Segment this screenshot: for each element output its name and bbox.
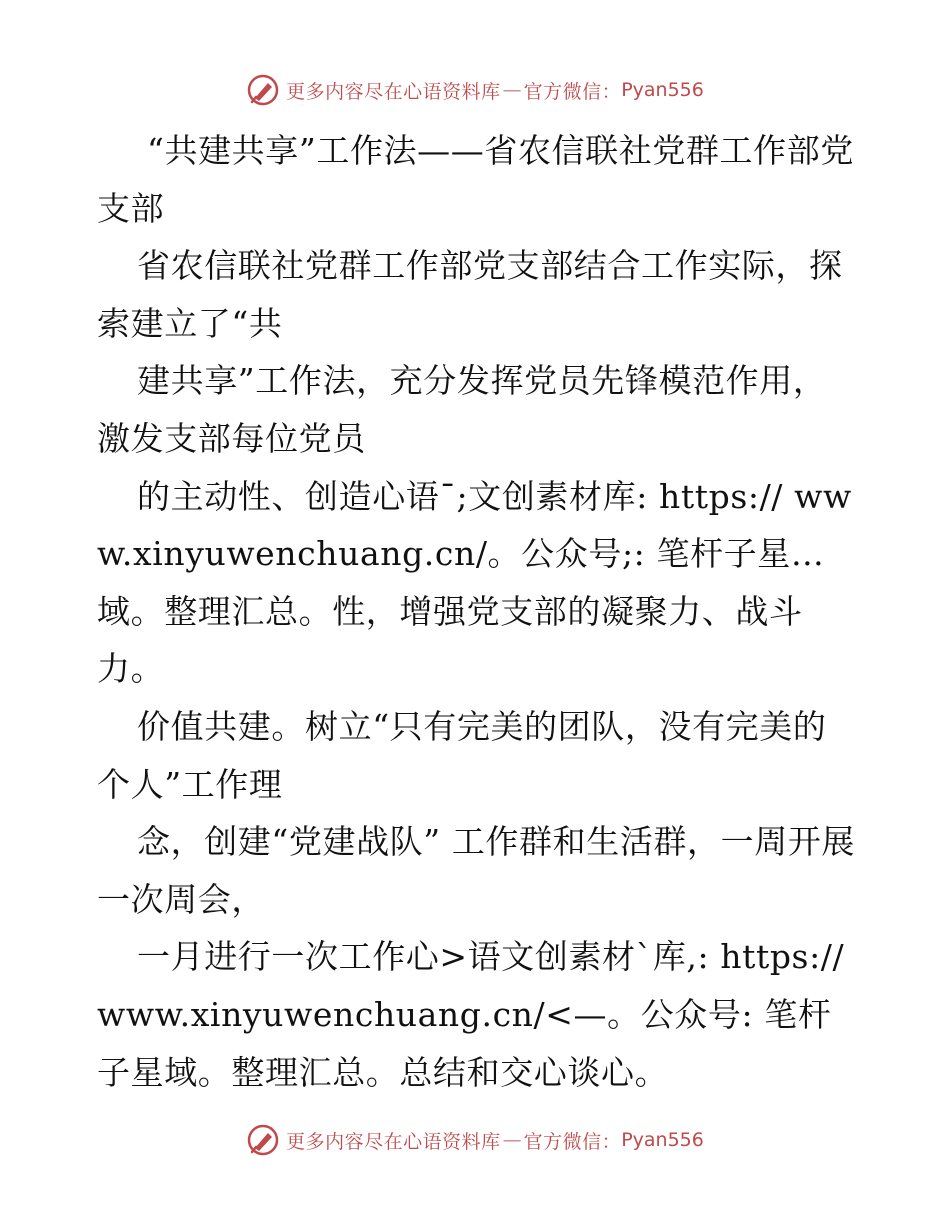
header-watermark bbox=[0, 70, 950, 110]
watermark-text: 更多内容尽在心语资料库 bbox=[286, 1130, 501, 1153]
paragraph: 建共享”工作法，充分发挥党员先锋模范作用，激发支部每位党员 bbox=[97, 361, 827, 458]
pen-logo-icon bbox=[246, 73, 280, 107]
paragraph: 一月进行一次工作心>语文创素材`库,: https://www.xinyuwenchuang.cn/<—。公众号: 笔杆子星域。整理汇总。总结和交心谈心。 bbox=[97, 937, 845, 1092]
pen-logo-icon bbox=[246, 1123, 280, 1157]
paragraph: 价值共建。树立“只有完美的团队，没有完美的个人”工作理 bbox=[97, 706, 827, 804]
watermark-wechat-label: 官方微信： bbox=[523, 80, 622, 103]
footer-watermark bbox=[0, 1120, 950, 1160]
document-body bbox=[97, 122, 857, 1101]
watermark-wechat-id: Pyan556 bbox=[621, 79, 704, 101]
document-title: “共建共享”工作法——省农信联社党群工作部党支部 bbox=[97, 131, 854, 228]
watermark-wechat-label: 官方微信： bbox=[523, 1130, 622, 1153]
watermark-wechat-id: Pyan556 bbox=[621, 1129, 704, 1151]
watermark-separator: — bbox=[502, 1129, 522, 1151]
paragraph: 念，创建“党建战队” 工作群和生活群，一周开展一次周会， bbox=[97, 822, 856, 919]
watermark-separator: — bbox=[502, 79, 522, 101]
paragraph: 的主动性、创造心语¯;文创素材库: https:// www.xinyuwenchuang.cn/。公众号;: 笔杆子星…域。整理汇总。性，增强党支部的凝聚力、战斗力。 bbox=[97, 476, 852, 689]
watermark-text: 更多内容尽在心语资料库 bbox=[286, 80, 501, 103]
paragraph: 省农信联社党群工作部党支部结合工作实际，探索建立了“共 bbox=[97, 246, 843, 343]
